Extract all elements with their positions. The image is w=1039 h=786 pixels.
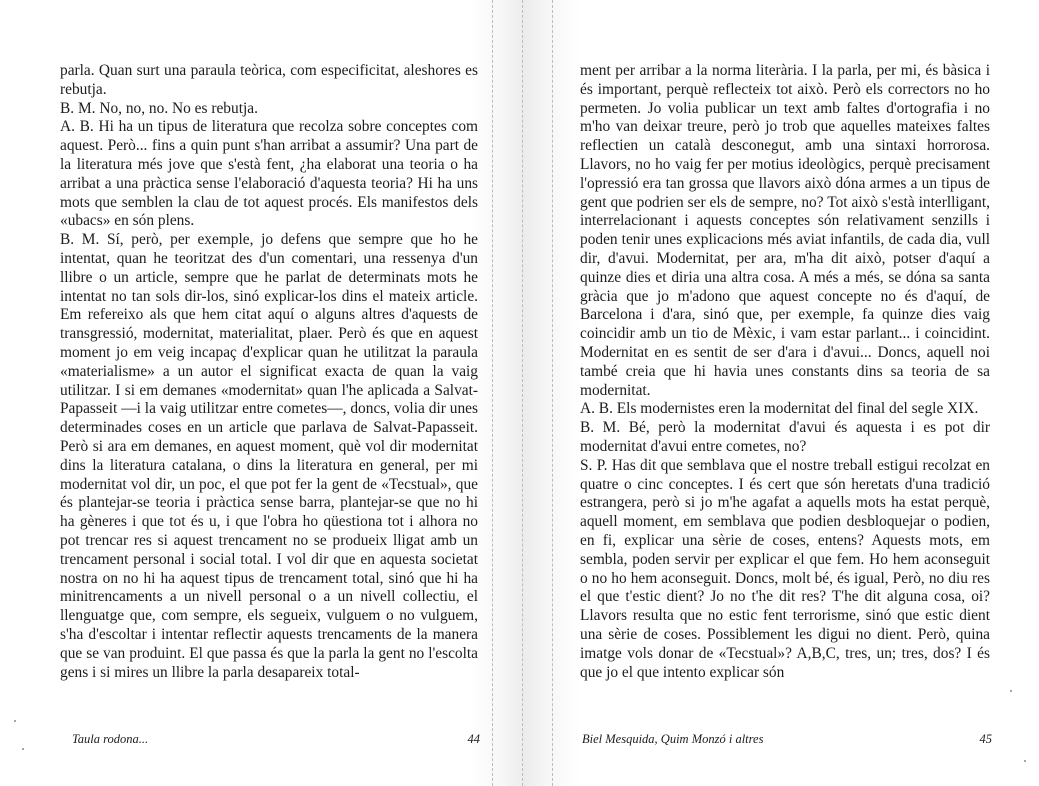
book-gutter	[467, 0, 580, 786]
left-page-body	[60, 62, 478, 682]
paragraph: B. M. Bé, però la modernitat d'avui és aquesta i es pot dir modernitat d'avui entre cometes, no?	[580, 419, 990, 455]
page-number: 45	[979, 732, 992, 746]
running-footer-title: Taula rodona...	[72, 732, 149, 746]
paragraph: ment per arribar a la norma literària. I la parla, per mi, és bàsica i és important, perquè reflecteix tot això. Però els correctors no ho permeten. Jo volia publicar un text amb faltes d'ortografia i no m'ho van deixar treure, però jo trob que aquelles mateixes faltes reflectien un català desconegut, amb una sintaxi horrorosa. Llavors, no ho vaig fer per motius ideològics, perquè precisament l'opressió era tan grossa que llavors això dóna armes a un tipus de gent que podrien ser els de sempre, no? Tot això s'està interlligant, interrelacionant i aquests conceptes són relativament senzills i poden tenir unes explicacions més aviat infantils, de cada dia, vull dir, d'avui. Modernitat, per ara, m'ha dit això, potser d'aquí a quinze dies et diria una altra cosa. A més a més, se dóna sa santa gràcia que jo m'adono que aquest concepte no és d'aquí, de Barcelona i d'ara, sinó que, per exemple, fa quinze dies vaig coincidir amb un tio de Mèxic, i vam estar parlant... i coincidint. Modernitat en es sentit de ser d'ara i d'avui... Doncs, aquell noi també creia que hi havia unes constants dins sa teoria de sa modernitat.	[580, 62, 990, 399]
paragraph: A. B. Hi ha un tipus de literatura que recolza sobre conceptes com aquest. Però... fins a quin punt s'han arribat a assumir? Una part de la literatura més jove que s'està fent, ¿ha elaborat una teoria o ha arribat a una pràctica sense l'elaboració d'aquesta teoria? Hi ha uns mots que semblen la clau de tot aquest procés. Els manifestos dels «ubacs» en són plens.	[60, 118, 478, 230]
paragraph: A. B. Els modernistes eren la modernitat del final del segle XIX.	[580, 400, 979, 418]
scan-speck	[22, 748, 24, 750]
page-number: 44	[467, 732, 480, 746]
paragraph: B. M. Sí, però, per exemple, jo defens que sempre que ho he intentat, quan he teoritzat des d'un comentari, una ressenya d'un llibre o un article, sempre que he parlat de determinats mots he intentat no tan sols dir-los, sinó explicar-los dins el mateix article. Em refereixo als que hem citat aquí o alguns altres d'aquests de transgressió, modernitat, materialitat, plaer. Però és que en aquest moment jo em veig incapaç d'explicar quan he utilitzat la paraula «materialisme» a un autor el significat exacta de quan la vaig utilitzar. I si em demanes «modernitat» quan l'he aplicada a Salvat-Papasseit —i la vaig utilitzar entre cometes—, doncs, volia dir unes determinades coses en un article que parlava de Salvat-Papasseit. Però si ara em demanes, en aquest moment, què vol dir modernitat dins la literatura catalana, o dins la literatura en general, per mi modernitat vol dir, un poc, el que pot fer la gent de «Tecstual», que és plantejar-se teoria i pràctica sense barra, plantejar-se que no hi ha gèneres i que tot és u, i que l'obra ho qüestiona tot i alhora no pot trencar res si aquest trencament no se produeix lligat amb un trencament personal i social total. I vol dir que en aquesta societat nostra on no hi ha aquest tipus de trencament total, sinó que hi ha minitrencaments a un nivell personal o a un nivell collectiu, el llenguatge que, com sempre, els segueix, vulguem o no vulguem, s'ha d'escoltar i intentar reflectir aquests trencaments de la manera que se van produint. El que passa és que la parla la gent no l'escolta gens i si mires un llibre la parla desapareix total-	[60, 231, 478, 681]
right-page-body	[580, 62, 990, 682]
right-page-footer	[582, 732, 992, 747]
paragraph: parla. Quan surt una paraula teòrica, com especificitat, aleshores es rebutja.	[60, 62, 478, 98]
running-footer-title: Biel Mesquida, Quim Monzó i altres	[582, 732, 764, 746]
scan-speck	[1010, 690, 1012, 692]
paragraph: S. P. Has dit que semblava que el nostre treball estigui recolzat en quatre o cinc conceptes. I és cert que són heretats d'una tradició estrangera, però si jo m'he agafat a aquells mots ha estat perquè, aquell moment, em semblava que podien desbloquejar o podien, en fi, explicar una sèrie de coses, entens? Aquests mots, em sembla, poden servir per explicar el que fem. Ho hem aconseguit o no ho hem aconseguit. Doncs, molt bé, és igual, Però, no diu res el que t'estic dient? Jo no t'he dit res? T'he dit alguna cosa, oi? Llavors resulta que no estic fent terrorisme, sinó que estic dient una sèrie de coses. Possiblement les digui no dient. Però, quina imatge vols donar de «Tecstual»? A,B,C, tres, un; tres, dos? I és que jo el que intento explicar són	[580, 456, 990, 681]
scan-speck	[14, 720, 16, 722]
scan-speck	[1024, 760, 1026, 762]
paragraph: B. M. No, no, no. No es rebutja.	[60, 99, 258, 117]
gutter-mark	[522, 0, 523, 786]
gutter-mark	[552, 0, 553, 786]
left-page-footer	[72, 732, 480, 747]
gutter-mark	[492, 0, 493, 786]
